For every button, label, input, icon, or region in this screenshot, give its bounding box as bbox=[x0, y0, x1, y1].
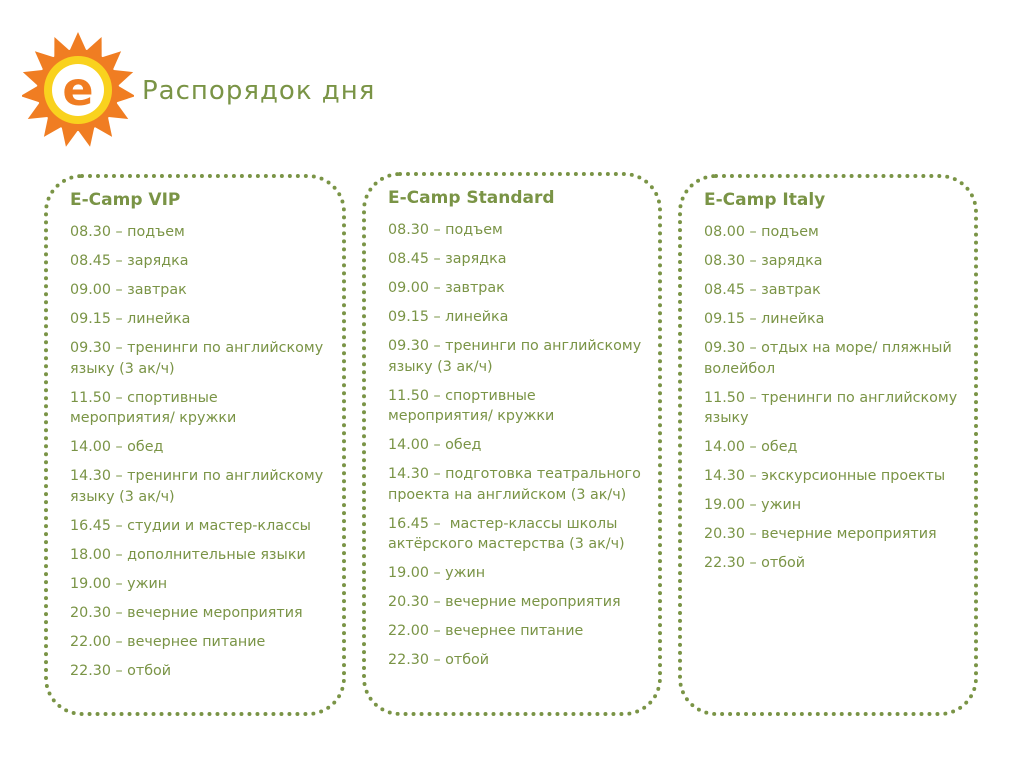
schedule-item: 22.30 – отбой bbox=[704, 555, 806, 571]
schedule-item: 09.15 – линейка bbox=[704, 311, 825, 327]
page-title: Распорядок дня bbox=[142, 76, 376, 106]
schedule-item: 09.30 – тренинги по английскому языку (3 ак/ч) bbox=[388, 338, 646, 375]
schedule-item: 14.30 – тренинги по английскому языку (3 ак/ч) bbox=[70, 468, 328, 505]
schedule-item: 09.15 – линейка bbox=[70, 311, 191, 327]
schedule-item: 22.00 – вечернее питание bbox=[388, 623, 584, 639]
schedule-item: 09.30 – отдых на море/ пляжный волейбол bbox=[704, 340, 957, 377]
schedule-item: 19.00 – ужин bbox=[704, 497, 802, 513]
schedule-card-standard bbox=[362, 172, 662, 716]
schedule-item: 14.30 – экскурсионные проекты bbox=[704, 468, 946, 484]
schedule-item: 14.00 – обед bbox=[388, 437, 482, 453]
schedule-card-vip bbox=[44, 174, 346, 716]
card-title: E-Camp Italy bbox=[704, 190, 826, 210]
schedule-item: 09.00 – завтрак bbox=[70, 282, 187, 298]
schedule-item: 20.30 – вечерние мероприятия bbox=[704, 526, 937, 542]
schedule-item: 14.00 – обед bbox=[704, 439, 798, 455]
schedule-list bbox=[388, 220, 646, 671]
schedule-item: 08.45 – зарядка bbox=[388, 251, 507, 267]
card-title: E-Camp VIP bbox=[70, 190, 181, 210]
schedule-item: 14.30 – подготовка театрального проекта на английском (3 ак/ч) bbox=[388, 466, 646, 503]
schedule-item: 14.00 – обед bbox=[70, 439, 164, 455]
schedule-item: 22.00 – вечернее питание bbox=[70, 633, 266, 650]
schedule-item: 08.00 – подъем bbox=[704, 224, 819, 240]
schedule-item: 08.30 – зарядка bbox=[704, 253, 823, 269]
schedule-item: 08.30 – подъем bbox=[388, 222, 503, 238]
schedule-item: 08.45 – завтрак bbox=[704, 282, 821, 298]
schedule-item: 09.00 – завтрак bbox=[388, 280, 505, 296]
schedule-item: 16.45 – студии и мастер-классы bbox=[70, 517, 311, 534]
sun-logo-icon bbox=[22, 28, 134, 150]
schedule-item: 20.30 – вечерние мероприятия bbox=[388, 594, 621, 610]
schedule-item: 22.30 – отбой bbox=[70, 662, 172, 679]
schedule-item: 08.30 – подъем bbox=[70, 224, 185, 240]
schedule-item: 11.50 – тренинги по английскому языку bbox=[704, 389, 962, 426]
sun-logo bbox=[22, 28, 134, 150]
schedule-card-italy bbox=[678, 174, 978, 716]
schedule-item: 19.00 – ужин bbox=[388, 565, 486, 581]
schedule-item: 20.30 – вечерние мероприятия bbox=[70, 604, 303, 621]
schedule-item: 09.15 – линейка bbox=[388, 309, 509, 325]
schedule-item: 09.30 – тренинги по английскому языку (3 ак/ч) bbox=[70, 340, 328, 377]
schedule-item: 11.50 – спортивные мероприятия/ кружки bbox=[388, 387, 555, 424]
schedule-item: 19.00 – ужин bbox=[70, 575, 168, 592]
schedule-item: 11.50 – спортивные мероприятия/ кружки bbox=[70, 389, 237, 426]
schedule-list bbox=[704, 222, 962, 574]
schedule-item: 08.45 – зарядка bbox=[70, 253, 189, 269]
logo-letter: e bbox=[62, 62, 94, 116]
card-title: E-Camp Standard bbox=[388, 188, 555, 208]
schedule-list bbox=[70, 222, 326, 681]
schedule-item: 16.45 – мастер-классы школы актёрского мастерства (3 ак/ч) bbox=[388, 515, 625, 552]
schedule-item: 18.00 – дополнительные языки bbox=[70, 546, 306, 563]
schedule-item: 22.30 – отбой bbox=[388, 652, 490, 668]
